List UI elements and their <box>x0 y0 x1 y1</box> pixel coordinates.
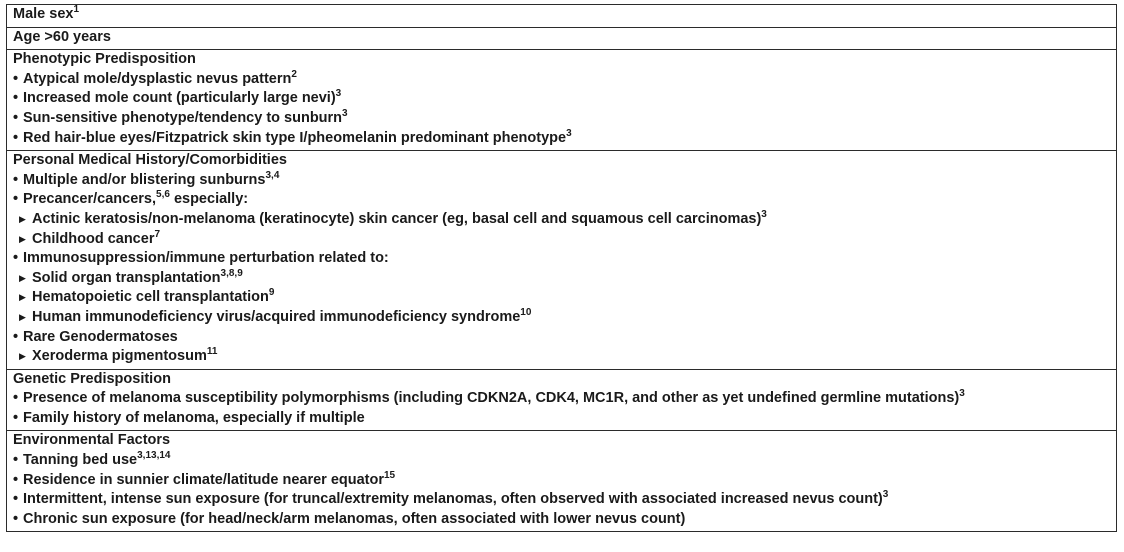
melanoma-risk-factors-table <box>6 4 1117 532</box>
sub-list-item: ▶ Actinic keratosis/non-melanoma (keratinocyte) skin cancer (eg, basal cell and squamous cell carcinomas)$^3$ <box>13 210 1110 230</box>
list-item: • Precancer/cancers,$^{5,6}$ especially: <box>13 190 1110 210</box>
table-row <box>7 151 1117 370</box>
table-row <box>7 27 1117 50</box>
section-heading-medical: Personal Medical History/Comorbidities <box>13 152 287 169</box>
list-item: • Increased mole count (particularly large nevi)$^3$ <box>13 89 1110 109</box>
triangle-right-icon: ▶ <box>19 213 26 224</box>
triangle-right-icon: ▶ <box>19 351 26 362</box>
sub-list-item: ▶ Human immunodeficiency virus/acquired immunodeficiency syndrome$^{10}$ <box>13 308 1110 328</box>
table-cell-medical <box>7 151 1117 370</box>
sub-list-item: ▶ Hematopoietic cell transplantation$^9$ <box>13 288 1110 308</box>
triangle-right-icon: ▶ <box>19 292 26 303</box>
table-cell-genetic <box>7 369 1117 431</box>
age-factor: Age >60 years <box>13 28 111 45</box>
list-item: • Immunosuppression/immune perturbation related to: <box>13 249 1110 269</box>
list-item: • Rare Genodermatoses <box>13 328 1110 348</box>
list-item: • Family history of melanoma, especially if multiple <box>13 409 1110 429</box>
table-cell-phenotypic <box>7 50 1117 151</box>
list-item: • Chronic sun exposure (for head/neck/arm melanomas, often associated with lower nevus count) <box>13 510 1110 530</box>
list-item: • Intermittent, intense sun exposure (for truncal/extremity melanomas, often observed with associated increased nevus count)$^3$ <box>13 490 1110 510</box>
list-item: • Presence of melanoma susceptibility polymorphisms (including CDKN2A, CDK4, MC1R, and other as yet undefined germline mutations)$^3$ <box>13 389 1110 409</box>
sub-list-item: ▶ Childhood cancer$^7$ <box>13 230 1110 250</box>
table-row <box>7 431 1117 532</box>
sex-factor: Male sex$^1$ <box>13 4 80 22</box>
list-item: • Residence in sunnier climate/latitude nearer equator$^{15}$ <box>13 471 1110 491</box>
list-item: • Multiple and/or blistering sunburns$^{3,4}$ <box>13 171 1110 191</box>
table-cell-age <box>7 27 1117 50</box>
list-item: • Sun-sensitive phenotype/tendency to sunburn$^3$ <box>13 109 1110 129</box>
list-item: • Tanning bed use$^{3,13,14}$ <box>13 451 1110 471</box>
table-row <box>7 5 1117 28</box>
table-row <box>7 50 1117 151</box>
triangle-right-icon: ▶ <box>19 311 26 322</box>
table-row <box>7 369 1117 431</box>
section-heading-environmental: Environmental Factors <box>13 432 171 449</box>
sub-list-item: ▶ Xeroderma pigmentosum$^{11}$ <box>13 347 1110 367</box>
triangle-right-icon: ▶ <box>19 233 26 244</box>
section-heading-genetic: Genetic Predisposition <box>13 370 171 387</box>
list-item: • Atypical mole/dysplastic nevus pattern$^2$ <box>13 70 1110 90</box>
list-item: • Red hair-blue eyes/Fitzpatrick skin type I/pheomelanin predominant phenotype$^3$ <box>13 129 1110 149</box>
table-cell-sex <box>7 5 1117 28</box>
table-cell-environmental <box>7 431 1117 532</box>
triangle-right-icon: ▶ <box>19 272 26 283</box>
sub-list-item: ▶ Solid organ transplantation$^{3,8,9}$ <box>13 269 1110 289</box>
section-heading-phenotypic: Phenotypic Predisposition <box>13 51 196 68</box>
